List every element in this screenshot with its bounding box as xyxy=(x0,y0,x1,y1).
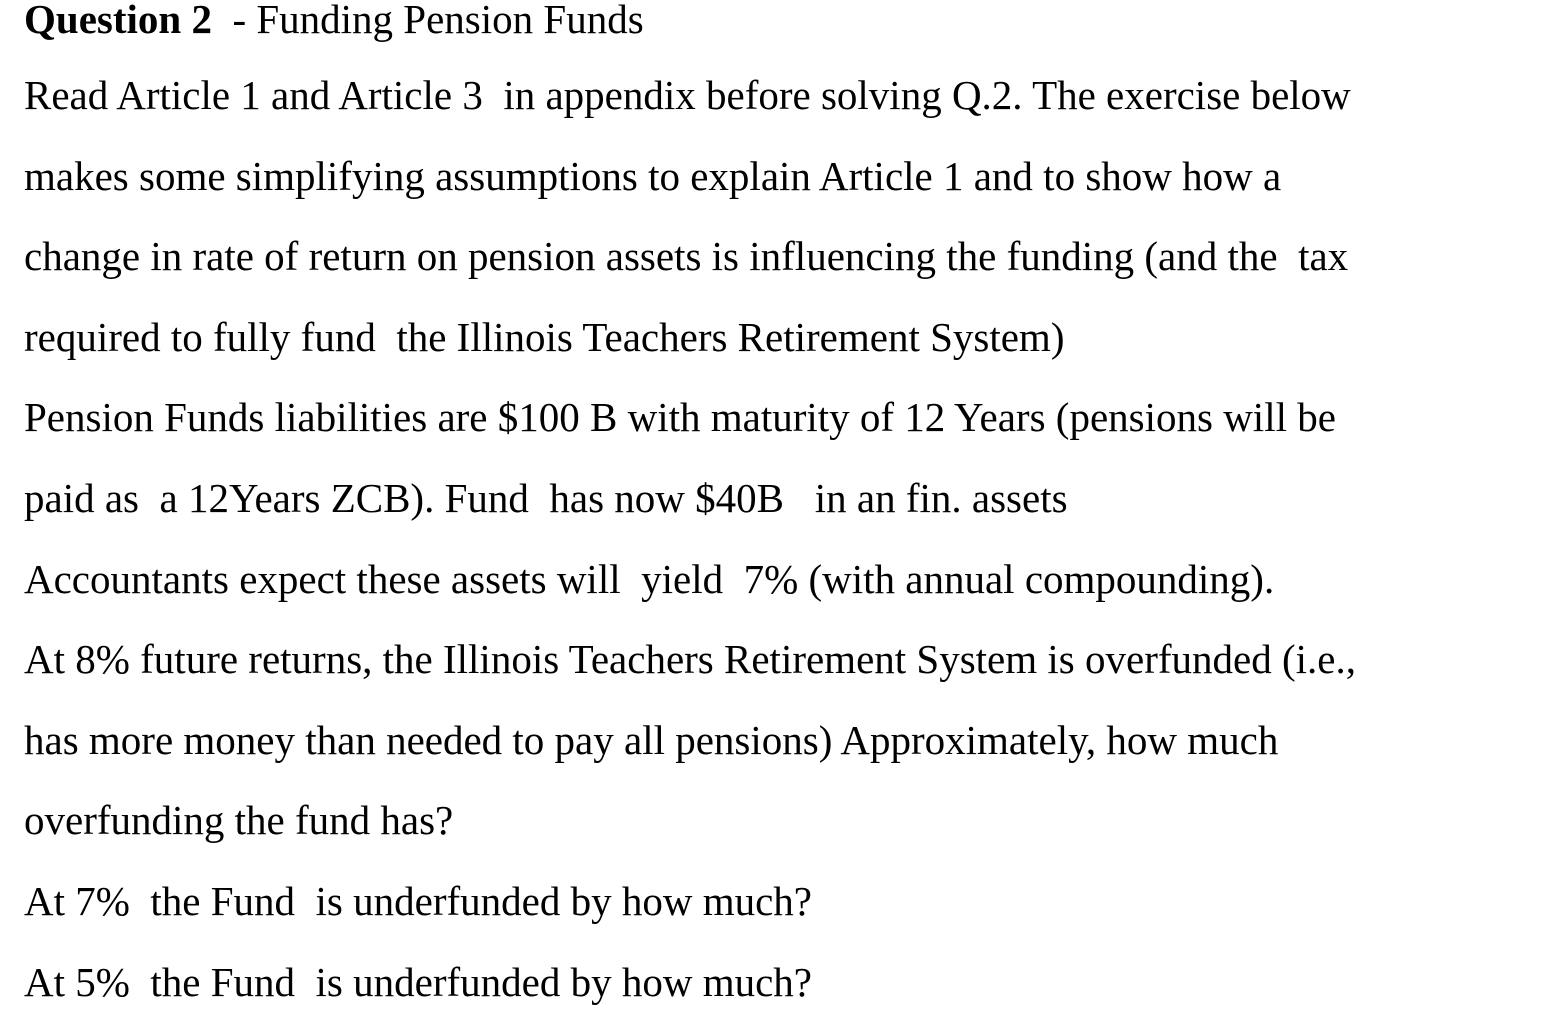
spacer xyxy=(24,43,1554,55)
text-line: Accountants expect these assets will yield 7% (with annual compounding). xyxy=(24,555,1275,602)
liabilities-paragraph xyxy=(24,377,1554,538)
text-line: Pension Funds liabilities are $100 B with maturity of 12 Years (pensions will be xyxy=(24,394,1336,441)
question-heading xyxy=(24,0,1554,43)
text-line: change in rate of return on pension assets is influencing the funding (and the tax xyxy=(24,233,1349,280)
question-subtitle: - Funding Pension Funds xyxy=(211,0,644,42)
text-line: makes some simplifying assumptions to explain Article 1 and to show how a xyxy=(24,152,1282,199)
yield-paragraph xyxy=(24,539,1554,620)
text-line: Read Article 1 and Article 3 in appendix before solving Q.2. The exercise below xyxy=(24,72,1351,118)
question-number: Question 2 xyxy=(24,0,212,42)
text-line: required to fully fund the Illinois Teachers Retirement System) xyxy=(24,313,1065,360)
overfunding-question xyxy=(24,619,1554,861)
underfunded-7-question: At 7% the Fund is underfunded by how much? xyxy=(24,877,812,924)
text-line: has more money than needed to pay all pensions) Approximately, how much xyxy=(24,716,1279,763)
underfunded-5-question: At 5% the Fund is underfunded by how much? xyxy=(24,958,812,1005)
text-line: paid as a 12Years ZCB). Fund has now $40B in an fin. assets xyxy=(24,474,1068,521)
document-body xyxy=(24,0,1554,1022)
text-line: At 8% future returns, the Illinois Teachers Retirement System is overfunded (i.e., xyxy=(24,636,1356,683)
text-line: overfunding the fund has? xyxy=(24,797,454,844)
intro-paragraph xyxy=(24,55,1554,377)
